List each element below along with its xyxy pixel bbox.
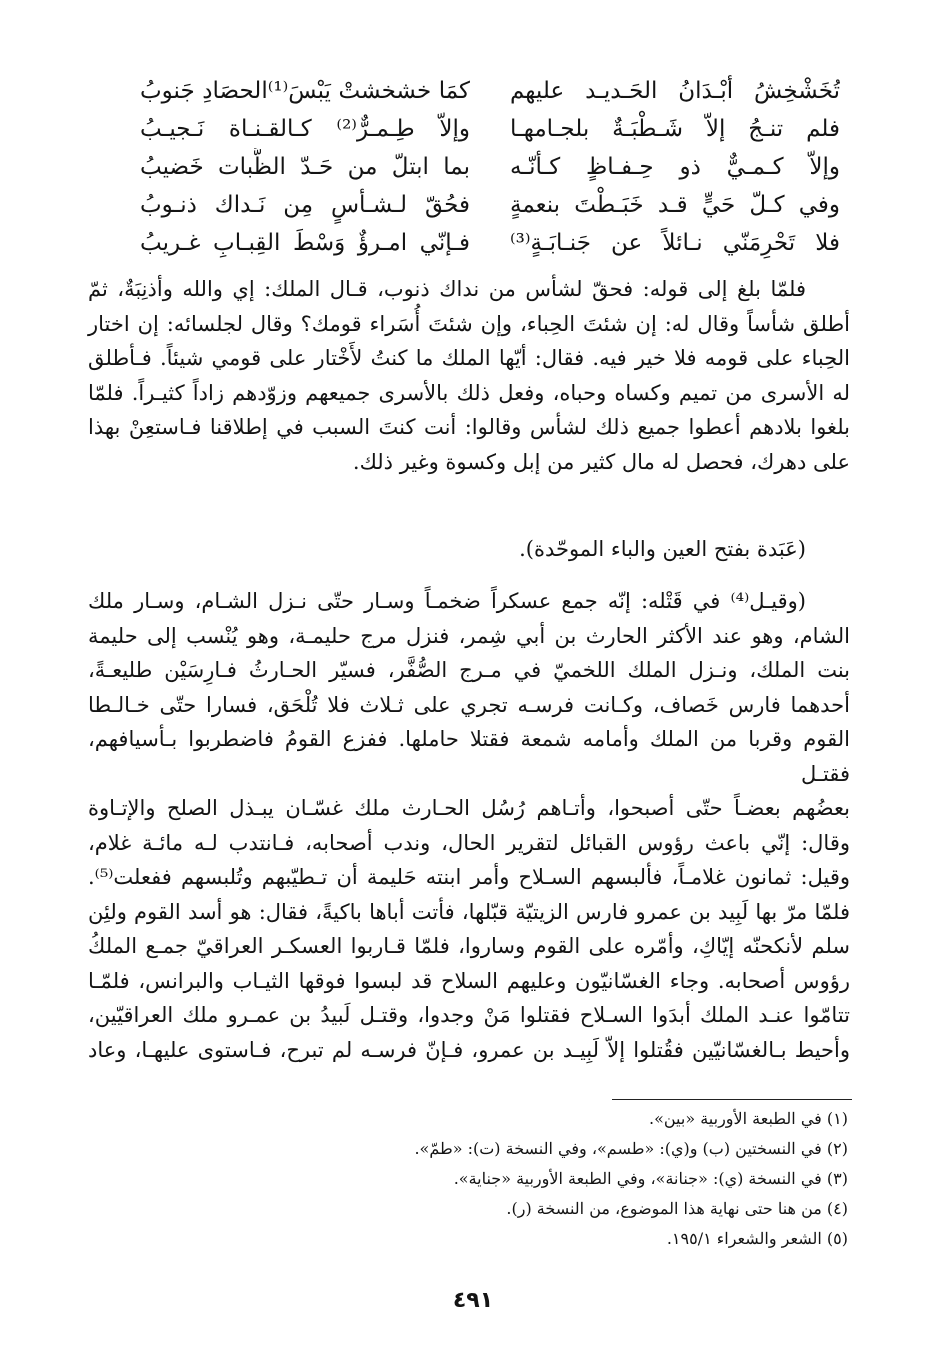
text-line: وقال: إنّي باعث رؤوس القبائل لتقرير الحال، وندب أصحابه، فـانتدب لـه مائـة غلام، xyxy=(88,830,850,855)
text-line: أحدهما فارس خَصاف، وكـانت فرسـه تجري على ثـلاث فلا تُلْحَق، فسارا حتّى خـالـطا xyxy=(88,692,850,717)
page-number: ٤٩١ xyxy=(452,1288,494,1313)
paragraph-release-of-prisoners xyxy=(88,272,850,479)
text-line: بنت الملك، ونـزل الملك اللخميّ في مـرج الصُّفَّر، فسيّر الحـارثُ فـارِسَيْن طليعـةً، xyxy=(88,658,850,682)
footnote: (٢) في النسختين (ب) و(ي): «طسم»، وفي النسخة (ت): «طمّ». xyxy=(414,1139,848,1158)
poem-verse xyxy=(140,224,840,262)
poem-verse xyxy=(140,186,840,224)
text-line: (عَبَدة بفتح العين والباء الموحّدة). xyxy=(519,537,806,561)
verse-second-hemistich: فحُقّ لـشـأسٍ مِن نَـداك ذنـوبُ xyxy=(140,192,470,218)
text-line: أطلق شأساً وقال له: إن شئتَ الحِباء، وإن شئتَ أُسَراء قومك؟ وقال لجلسائه: إن اختار xyxy=(88,311,850,336)
footnote: (١) في الطبعة الأوربية «بين». xyxy=(649,1109,848,1128)
poem-verse xyxy=(140,110,840,148)
text-line: فلمّا بلغ إلى قوله: فحقّ لشأس من نداك ذنوب، قـال الملك: إي والله وأذنِبَةٌ، ثمّ xyxy=(88,277,806,301)
footnote-divider xyxy=(612,1099,852,1100)
text-line: له الأسرى من تميم وكساه وحباه، وفعل ذلك بالأسرى جميعهم وزوّدهم زاداً كثيـراً. فلمّا xyxy=(88,380,850,405)
text-line: تتامّوا عنـد الملك أبدَوا السـلاح فقتلوا مَنْ وجدوا، وقتـل لَبيدُ بن عمـرو ملك العراقيّين، xyxy=(88,1003,850,1027)
verse-second-hemistich: وإلاّ طِـمـرٌّ⁽²⁾ كـالقـنـاة نَـجيـبُ xyxy=(140,116,470,142)
text-line: بعضُهم بعضـاً حتّى أصبحوا، وأتـاهم رُسُل الحـارث ملك غسّـان يبـذل الصلح والإتـاوة xyxy=(88,796,850,820)
verse-second-hemistich: بما ابتلّ من حَـدّ الظُّبات خَضيبُ xyxy=(140,154,470,180)
text-line: (وقيـل⁽⁴⁾ في قَتْله: إنّه جمع عسكراً ضخمـاً وسـار حتّى نـزل الشـام، وسـار ملك xyxy=(88,589,806,613)
verse-first-hemistich: وإلاّ كـمـيٌّ ذو حِـفـاظٍ كـأنّـه xyxy=(510,154,840,180)
text-line: بلغوا بلادهم أعطوا جميع ذلك لشأس وقالوا: أنت كنتَ السبب في إطلاقنا فـاستعِنْ بهذا xyxy=(88,415,850,439)
verse-first-hemistich: فلا تَحْرِمَنّي نـائلاً عن جَنـابَـةٍ⁽³⁾ xyxy=(510,230,840,256)
text-line: القوم وقربا من الملك وأمامه شمعة فقتلا حاملها. ففزع القومُ فاضطربوا بـأسيافهم، فقتـل xyxy=(88,727,850,786)
text-line: فلمّا مرّ بها لَبِيد بن عمرو فارس الزيتيّة قبّلها، فأتت أباها باكيةً، فقال: هو أسد القوم ولئِن xyxy=(88,899,850,924)
footnote: (٤) من هنا حتى نهاية هذا الموضوع، من النسخة (ر). xyxy=(506,1199,848,1218)
poem-block xyxy=(140,72,840,262)
verse-second-hemistich: كمَا خشخشتْ يَبْسَ⁽¹⁾الحصَادِ جَنوبُ xyxy=(140,78,470,104)
verse-first-hemistich: تُخَشْخِشُ أبْـدَانُ الحَـديـد عليهم xyxy=(510,78,840,104)
poem-verse xyxy=(140,148,840,186)
text-line: على دهرك، فحصل له مال كثير من إبل وكسوة وغير ذلك. xyxy=(352,449,850,474)
text-line: رؤوس أصحابه. وجاء الغسّانيّون وعليهم السلاح قد لبسوا فوقها الثيـاب والبرانس، فلمّـا xyxy=(88,968,850,993)
paragraph-account-of-killing xyxy=(88,584,850,1067)
text-line: وقيل: ثمانون غلامـاً، فألبسهم السـلاح وأمر ابنته حَليمة أن تـطيّبهم وتُلبسهم ففعلت⁽⁵⁾. xyxy=(88,865,850,889)
verse-first-hemistich: وفي كـلّ حَيٍّ قـد خَبَـطْتَ بنعمةٍ xyxy=(510,192,840,218)
verse-first-hemistich: فلم تنـجُ إلاّ شَـطْبَـةٌ بلجـامهـا xyxy=(510,116,840,142)
poem-verse xyxy=(140,72,840,110)
footnotes xyxy=(300,1104,848,1254)
paragraph-name-note xyxy=(88,532,850,567)
footnote: (٣) في النسخة (ي): «جنانة»، وفي الطبعة الأوربية «جناية». xyxy=(453,1169,848,1188)
verse-second-hemistich: فـإنّي امـرؤٌ وَسْطَ القِبـابِ غـريبُ xyxy=(140,230,470,256)
text-line: الحِباء على قومه فلا خير فيه. فقال: أيّها الملك ما كنتُ لأَخْتار على قومي شيئاً. فـأطلق xyxy=(88,346,850,370)
text-line: سلم لأنكحنّه إيّاكِ، وأمّره على القوم وساروا، فلمّا قـاربوا العسكـر العراقيّ جمـع الملكُ xyxy=(88,934,850,958)
footnote: (٥) الشعر والشعراء ١٩٥/١. xyxy=(666,1229,848,1248)
text-line: الشام، وهو عند الأكثر الحارث بن أبي شِمر، فنزل مرج حليمـة، وهو يُنْسب إلى حليمة xyxy=(88,623,850,648)
text-line: وأحيط بـالغسّانيّين فقُتلوا إلاّ لَبِيـد بن عمرو، فـإنّ فرسـه لم تبرح، فـاستوى عليهـا، وعاد xyxy=(88,1037,850,1062)
